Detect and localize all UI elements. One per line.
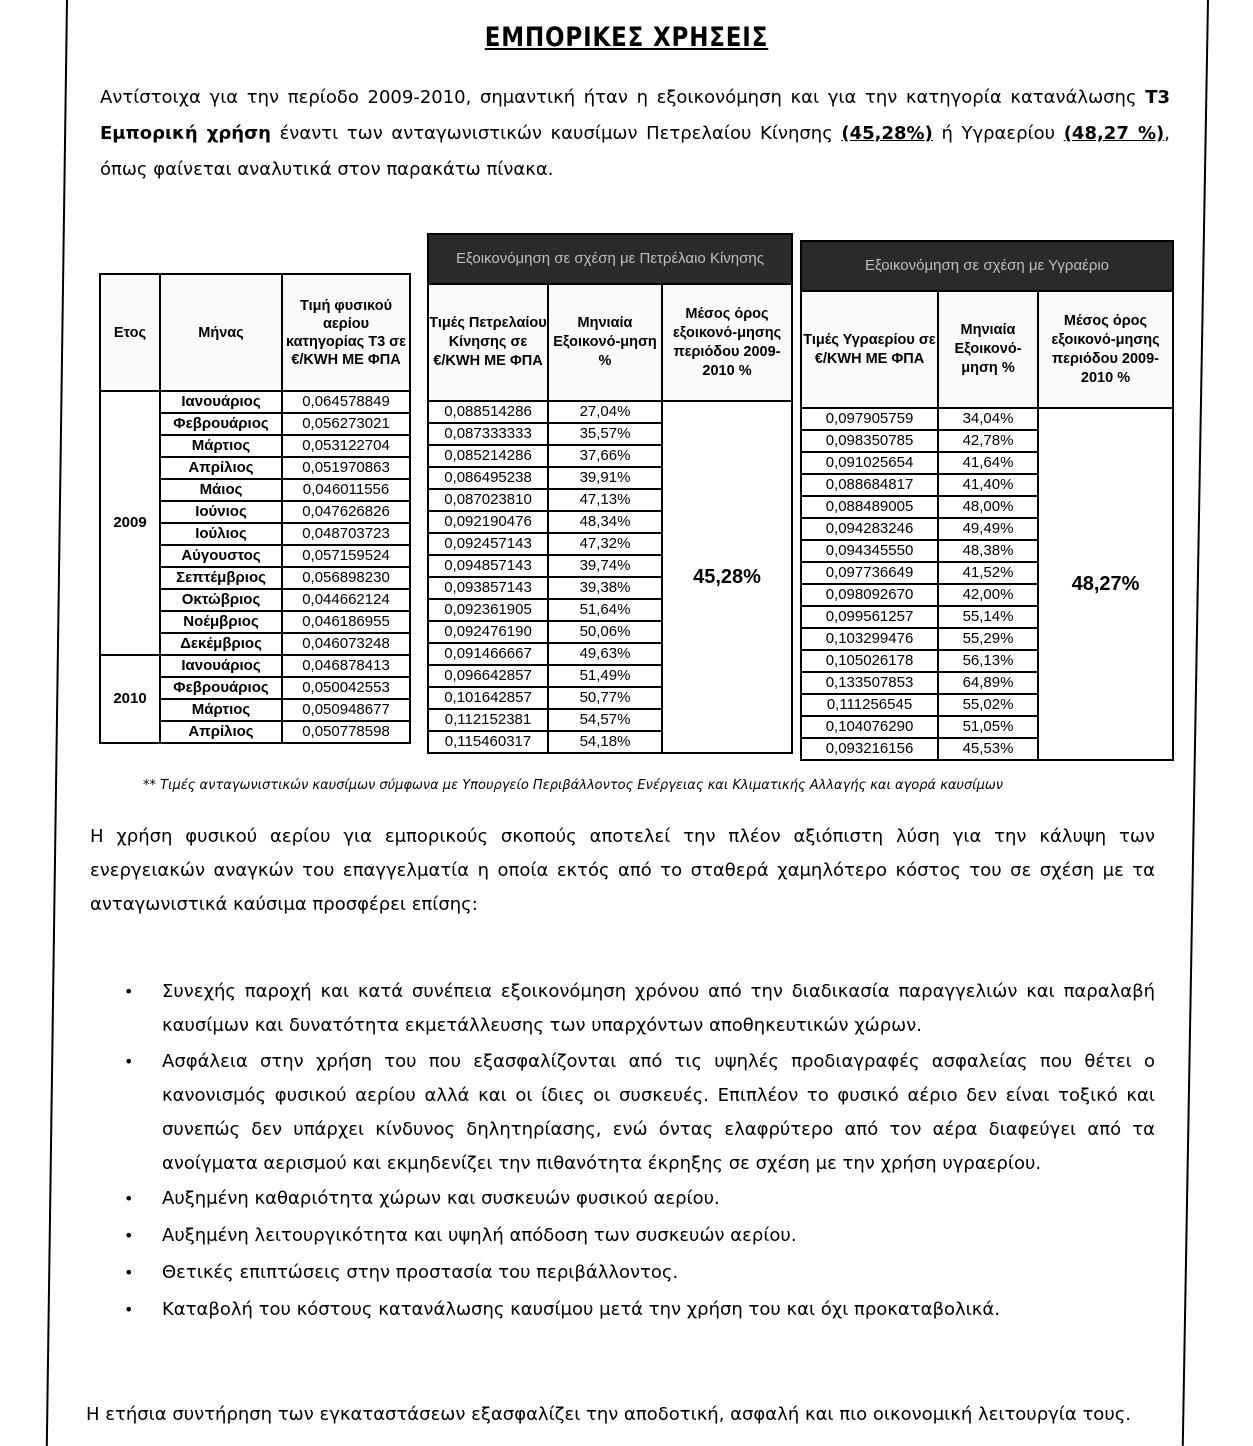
header-lpg-average-savings: Μέσος όρος εξοικονό-μησης περιόδου 2009-2010 % [1038, 291, 1173, 408]
lpg-price-cell: 0,088684817 [801, 474, 938, 496]
paragraph-benefits-intro: Η χρήση φυσικού αερίου για εμπορικούς σκοπούς αποτελεί την πλέον αξιόπιστη λύση για την κάλυψη των ενεργειακών αναγκών του επαγγελματία η οποία εκτός από το σταθερά χαμηλότερο κόστος του σε σχέση με τα ανταγωνιστικά καύσιμα προσφέρει επίσης: [90, 826, 1155, 915]
natural-gas-price-cell: 0,046073248 [282, 633, 410, 655]
natural-gas-price-cell: 0,057159524 [282, 545, 410, 567]
list-item [120, 1257, 1155, 1289]
intro-paragraph [100, 80, 1170, 188]
list-item [120, 1045, 1155, 1181]
natural-gas-price-cell: 0,047626826 [282, 501, 410, 523]
list-item-text: Συνεχής παροχή και κατά συνέπεια εξοικονόμηση χρόνου από την διαδικασία παραγγελιών και παραλαβή καυσίμων και δυνατότητα εκμετάλλευσης των υπαρχόντων αποθηκευτικών χώρων. [162, 981, 1155, 1036]
table-row [100, 391, 410, 413]
list-item-text: Καταβολή του κόστους κατανάλωσης καυσίμου μετά την χρήση του και όχι προκαταβολικά. [162, 1299, 1000, 1320]
diesel-price-cell: 0,092190476 [428, 511, 548, 533]
header-month: Μήνας [160, 274, 282, 391]
month-cell: Ιούλιος [160, 523, 282, 545]
month-cell: Μάρτιος [160, 435, 282, 457]
diesel-average-savings-cell: 45,28% [662, 401, 792, 753]
diesel-price-cell: 0,112152381 [428, 709, 548, 731]
lpg-price-cell: 0,111256545 [801, 694, 938, 716]
natural-gas-price-table [99, 273, 411, 744]
month-cell: Φεβρουάριος [160, 677, 282, 699]
lpg-monthly-savings-cell: 45,53% [938, 738, 1038, 760]
natural-gas-price-cell: 0,051970863 [282, 457, 410, 479]
month-cell: Ιανουάριος [160, 391, 282, 413]
bullet-icon: • [124, 1263, 134, 1282]
diesel-price-cell: 0,096642857 [428, 665, 548, 687]
lpg-group-header: Εξοικονόμηση σε σχέση με Υγραέριο [801, 241, 1173, 291]
lpg-monthly-savings-cell: 48,38% [938, 540, 1038, 562]
lpg-monthly-savings-cell: 55,14% [938, 606, 1038, 628]
diesel-monthly-savings-cell: 37,66% [548, 445, 662, 467]
diesel-price-cell: 0,092457143 [428, 533, 548, 555]
natural-gas-price-cell: 0,046878413 [282, 655, 410, 677]
lpg-price-cell: 0,105026178 [801, 650, 938, 672]
lpg-price-cell: 0,103299476 [801, 628, 938, 650]
diesel-price-cell: 0,115460317 [428, 731, 548, 753]
left-margin-line [46, 0, 68, 1446]
month-cell: Οκτώβριος [160, 589, 282, 611]
header-year: Ετος [100, 274, 160, 391]
intro-text-1: Αντίστοιχα για την περίοδο 2009-2010, σημαντική ήταν η εξοικονόμηση και για την κατηγορία κατανάλωσης [100, 87, 1146, 108]
natural-gas-price-cell: 0,046011556 [282, 479, 410, 501]
lpg-monthly-savings-cell: 56,13% [938, 650, 1038, 672]
paragraph-maintenance: Η ετήσια συντήρηση των εγκαταστάσεων εξασφαλίζει την αποδοτική, ασφαλή και πιο οικονομική λειτουργία τους. [86, 1404, 1132, 1425]
bullet-icon: • [124, 1226, 134, 1245]
natural-gas-price-cell: 0,050042553 [282, 677, 410, 699]
diesel-monthly-savings-cell: 39,38% [548, 577, 662, 599]
lpg-monthly-savings-cell: 51,05% [938, 716, 1038, 738]
header-diesel-average-savings: Μέσος όρος εξοικονό-μησης περιόδου 2009-2010 % [662, 284, 792, 401]
lpg-price-cell: 0,094283246 [801, 518, 938, 540]
lpg-price-cell: 0,097905759 [801, 408, 938, 430]
month-cell: Μάρτιος [160, 699, 282, 721]
table-row [428, 401, 792, 423]
natural-gas-price-cell: 0,046186955 [282, 611, 410, 633]
natural-gas-price-cell: 0,044662124 [282, 589, 410, 611]
lpg-price-cell: 0,104076290 [801, 716, 938, 738]
diesel-monthly-savings-cell: 48,34% [548, 511, 662, 533]
lpg-monthly-savings-cell: 42,78% [938, 430, 1038, 452]
diesel-monthly-savings-cell: 50,77% [548, 687, 662, 709]
diesel-price-cell: 0,091466667 [428, 643, 548, 665]
year-cell: 2010 [100, 655, 160, 743]
lpg-monthly-savings-cell: 41,64% [938, 452, 1038, 474]
lpg-monthly-savings-cell: 42,00% [938, 584, 1038, 606]
lpg-monthly-savings-cell: 34,04% [938, 408, 1038, 430]
diesel-monthly-savings-cell: 39,91% [548, 467, 662, 489]
diesel-monthly-savings-cell: 39,74% [548, 555, 662, 577]
diesel-price-cell: 0,094857143 [428, 555, 548, 577]
footnote: ** Τιμές ανταγωνιστικών καυσίμων σύμφωνα με Υπουργείο Περιβάλλοντος Ενέργειας και Κλιματικής Αλλαγής και αγορά καυσίμων [143, 778, 1003, 793]
diesel-monthly-savings-cell: 50,06% [548, 621, 662, 643]
lpg-price-cell: 0,098092670 [801, 584, 938, 606]
month-cell: Ιανουάριος [160, 655, 282, 677]
intro-lpg-percent: (48,27 %) [1063, 123, 1165, 144]
lpg-price-cell: 0,133507853 [801, 672, 938, 694]
diesel-price-cell: 0,101642857 [428, 687, 548, 709]
natural-gas-price-cell: 0,050778598 [282, 721, 410, 743]
month-cell: Απρίλιος [160, 721, 282, 743]
diesel-savings-table [427, 233, 793, 754]
month-cell: Ιούνιος [160, 501, 282, 523]
lpg-savings-table [800, 240, 1174, 761]
diesel-monthly-savings-cell: 27,04% [548, 401, 662, 423]
diesel-price-cell: 0,087023810 [428, 489, 548, 511]
lpg-price-cell: 0,094345550 [801, 540, 938, 562]
lpg-price-cell: 0,098350785 [801, 430, 938, 452]
list-item [120, 1220, 1155, 1252]
lpg-monthly-savings-cell: 64,89% [938, 672, 1038, 694]
lpg-monthly-savings-cell: 48,00% [938, 496, 1038, 518]
list-item-text: Αυξημένη λειτουργικότητα και υψηλή απόδοση των συσκευών αερίου. [162, 1225, 797, 1246]
natural-gas-price-cell: 0,056898230 [282, 567, 410, 589]
bullet-icon: • [124, 1189, 134, 1208]
lpg-price-cell: 0,091025654 [801, 452, 938, 474]
intro-category-bold: Τ3 Εμπορική χρήση [100, 87, 1170, 144]
diesel-monthly-savings-cell: 54,57% [548, 709, 662, 731]
header-diesel-price: Τιμές Πετρελαίου Κίνησης σε €/KWH ΜΕ ΦΠΑ [428, 284, 548, 401]
page-title: ΕΜΠΟΡΙΚΕΣ ΧΡΗΣΕΙΣ [484, 22, 769, 53]
list-item [120, 1294, 1155, 1326]
month-cell: Μάιος [160, 479, 282, 501]
lpg-monthly-savings-cell: 49,49% [938, 518, 1038, 540]
diesel-price-cell: 0,085214286 [428, 445, 548, 467]
lpg-price-cell: 0,097736649 [801, 562, 938, 584]
year-cell: 2009 [100, 391, 160, 655]
header-diesel-monthly-savings: Μηνιαία Εξοικονό-μηση % [548, 284, 662, 401]
diesel-monthly-savings-cell: 47,13% [548, 489, 662, 511]
natural-gas-price-cell: 0,050948677 [282, 699, 410, 721]
diesel-price-cell: 0,087333333 [428, 423, 548, 445]
intro-text-4: , όπως φαίνεται αναλυτικά στον παρακάτω πίνακα. [100, 123, 1171, 180]
diesel-price-cell: 0,092476190 [428, 621, 548, 643]
natural-gas-price-cell: 0,056273021 [282, 413, 410, 435]
list-item-text: Ασφάλεια στην χρήση του που εξασφαλίζονται από τις υψηλές προδιαγραφές ασφαλείας που θέτει ο κανονισμός φυσικού αερίου αλλά και οι ίδιες οι συσκευές. Επιπλέον το φυσικό αέριο δεν είναι τοξικό και συνεπώς δεν υπάρχει κίνδυνος δηλητηρίασης, ενώ όντας ελαφρύτερο από τον αέρα διαφεύγει από τα ανοίγματα αερισμού και εκμηδενίζει την πιθανότητα έκρηξης σε σχέση με την χρήση υγραερίου. [162, 1051, 1155, 1174]
header-lpg-price: Τιμές Υγραερίου σε €/KWH ΜΕ ΦΠΑ [801, 291, 938, 408]
bullet-icon: • [124, 1300, 134, 1319]
diesel-monthly-savings-cell: 35,57% [548, 423, 662, 445]
list-item [120, 975, 1155, 1043]
month-cell: Σεπτέμβριος [160, 567, 282, 589]
header-natural-gas-price: Τιμή φυσικού αερίου κατηγορίας Τ3 σε €/KWH ΜΕ ΦΠΑ [282, 274, 410, 391]
month-cell: Δεκέμβριος [160, 633, 282, 655]
natural-gas-price-cell: 0,064578849 [282, 391, 410, 413]
diesel-monthly-savings-cell: 51,64% [548, 599, 662, 621]
list-item [120, 1183, 1155, 1215]
header-lpg-monthly-savings: Μηνιαία Εξοικονό-μηση % [938, 291, 1038, 408]
diesel-price-cell: 0,086495238 [428, 467, 548, 489]
table-row [801, 408, 1173, 430]
lpg-price-cell: 0,099561257 [801, 606, 938, 628]
diesel-monthly-savings-cell: 49,63% [548, 643, 662, 665]
diesel-price-cell: 0,093857143 [428, 577, 548, 599]
month-cell: Απρίλιος [160, 457, 282, 479]
lpg-average-savings-cell: 48,27% [1038, 408, 1173, 760]
lpg-price-cell: 0,093216156 [801, 738, 938, 760]
natural-gas-price-cell: 0,048703723 [282, 523, 410, 545]
diesel-monthly-savings-cell: 51,49% [548, 665, 662, 687]
month-cell: Φεβρουάριος [160, 413, 282, 435]
month-cell: Αύγουστος [160, 545, 282, 567]
diesel-monthly-savings-cell: 54,18% [548, 731, 662, 753]
lpg-monthly-savings-cell: 55,02% [938, 694, 1038, 716]
diesel-price-cell: 0,092361905 [428, 599, 548, 621]
benefits-list [120, 975, 1155, 1331]
lpg-monthly-savings-cell: 41,40% [938, 474, 1038, 496]
intro-text-2: έναντι των ανταγωνιστικών καυσίμων Πετρελαίου Κίνησης [270, 123, 842, 144]
list-item-text: Αυξημένη καθαριότητα χώρων και συσκευών φυσικού αερίου. [162, 1188, 720, 1209]
lpg-monthly-savings-cell: 55,29% [938, 628, 1038, 650]
diesel-group-header: Εξοικονόμηση σε σχέση με Πετρέλαιο Κίνησης [428, 234, 792, 284]
lpg-monthly-savings-cell: 41,52% [938, 562, 1038, 584]
natural-gas-price-cell: 0,053122704 [282, 435, 410, 457]
bullet-icon: • [124, 982, 134, 1001]
diesel-price-cell: 0,088514286 [428, 401, 548, 423]
lpg-price-cell: 0,088489005 [801, 496, 938, 518]
table-row [100, 655, 410, 677]
month-cell: Νοέμβριος [160, 611, 282, 633]
intro-text-3: ή Υγραερίου [932, 123, 1064, 144]
intro-oil-percent: (45,28%) [841, 123, 933, 144]
diesel-monthly-savings-cell: 47,32% [548, 533, 662, 555]
bullet-icon: • [124, 1052, 134, 1071]
right-margin-line [1182, 0, 1209, 1446]
list-item-text: Θετικές επιπτώσεις στην προστασία του περιβάλλοντος. [162, 1262, 679, 1283]
